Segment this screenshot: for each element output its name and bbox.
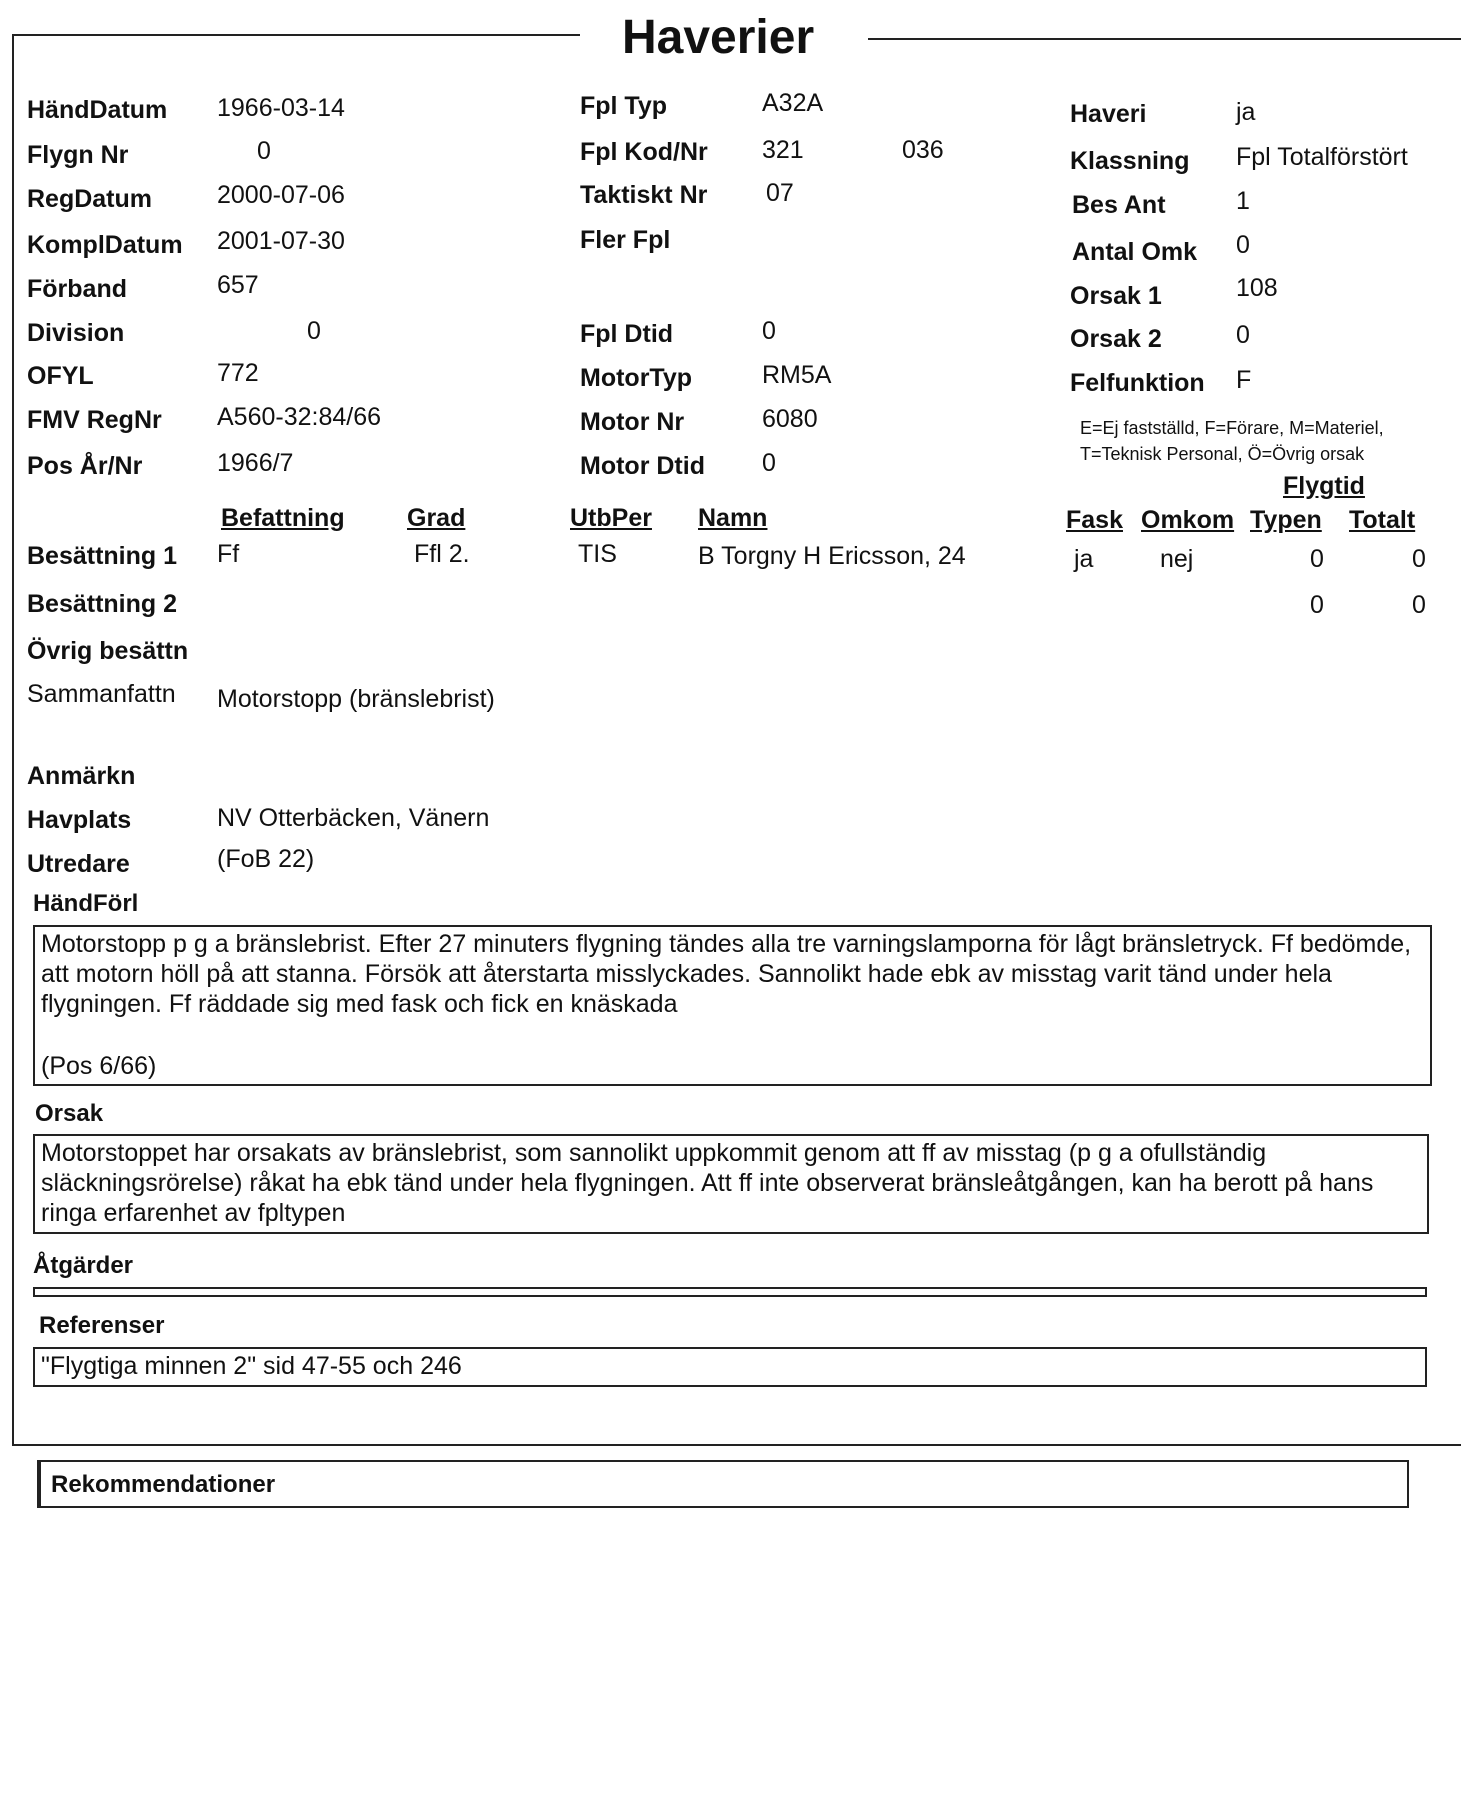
field-value-fpl-dtid: 0 — [762, 317, 776, 345]
orsak-box — [33, 1134, 1429, 1234]
field-label-ofyl: OFYL — [27, 362, 94, 390]
field-value-fpl-kod: 321 — [762, 136, 804, 164]
field-label-klassning: Klassning — [1070, 147, 1190, 175]
field-value-orsak-1: 108 — [1236, 274, 1278, 302]
header-omkom: Omkom — [1141, 506, 1235, 534]
crew-totalt-1: 0 — [1412, 545, 1426, 573]
field-label-felfunktion: Felfunktion — [1070, 369, 1205, 397]
field-value-motor-dtid: 0 — [762, 449, 776, 477]
field-label-flygn-nr: Flygn Nr — [27, 141, 129, 169]
field-value-antal-omk: 0 — [1236, 231, 1250, 259]
handforl-label: HändFörl — [33, 890, 139, 917]
field-label-fmv-regnr: FMV RegNr — [27, 406, 162, 434]
field-label-fler-fpl: Fler Fpl — [580, 226, 671, 254]
field-label-pos-ar-nr: Pos År/Nr — [27, 452, 143, 480]
handforl-pos: (Pos 6/66) — [41, 1052, 157, 1080]
field-label-haveri: Haveri — [1070, 100, 1147, 128]
field-label-fpl-kod-nr: Fpl Kod/Nr — [580, 138, 708, 166]
field-value-motor-nr: 6080 — [762, 405, 818, 433]
field-label-forband: Förband — [27, 275, 127, 303]
field-value-taktiskt-nr: 07 — [766, 179, 794, 207]
field-value-fmv-regnr: A560-32:84/66 — [217, 403, 382, 431]
field-label-antal-omk: Antal Omk — [1072, 238, 1198, 266]
header-flygtid: Flygtid — [1283, 472, 1365, 500]
field-label-motortyp: MotorTyp — [580, 364, 693, 392]
handforl-box — [33, 925, 1432, 1086]
crew-omkom-1: nej — [1160, 545, 1194, 573]
field-label-orsak-2: Orsak 2 — [1070, 325, 1162, 353]
crew-typen-1: 0 — [1310, 545, 1324, 573]
field-value-flygn-nr: 0 — [257, 137, 271, 165]
field-label-division: Division — [27, 319, 125, 347]
crew-befattning-1: Ff — [217, 540, 240, 568]
rekommendationer-box — [37, 1460, 1409, 1508]
felfunktion-legend-line-2: T=Teknisk Personal, Ö=Övrig orsak — [1080, 444, 1365, 464]
crew-utbper-1: TIS — [578, 540, 617, 568]
havplats-label: Havplats — [27, 806, 132, 834]
field-value-haveri: ja — [1236, 98, 1256, 126]
field-value-felfunktion: F — [1236, 366, 1252, 394]
sammanfattn-label: Sammanfattn — [27, 680, 176, 708]
crew-typen-2: 0 — [1310, 591, 1324, 619]
field-value-orsak-2: 0 — [1236, 321, 1250, 349]
frame-bottom — [12, 1444, 1461, 1446]
referenser-label: Referenser — [39, 1312, 165, 1339]
field-label-taktiskt-nr: Taktiskt Nr — [580, 181, 708, 209]
atgarder-box — [33, 1287, 1427, 1297]
ovrig-besattn-label: Övrig besättn — [27, 637, 189, 665]
field-value-regdatum: 2000-07-06 — [217, 181, 345, 209]
header-utbper: UtbPer — [570, 504, 652, 532]
orsak-label: Orsak — [35, 1100, 104, 1127]
field-value-fpl-nr: 036 — [902, 136, 944, 164]
crew-grad-1: Ffl 2. — [414, 540, 470, 568]
crew-label-2: Besättning 2 — [27, 590, 178, 618]
field-label-motor-nr: Motor Nr — [580, 408, 685, 436]
anmarkn-label: Anmärkn — [27, 762, 136, 790]
field-value-bes-ant: 1 — [1236, 187, 1250, 215]
header-grad: Grad — [407, 504, 466, 532]
crew-namn-1: B Torgny H Ericsson, 24 — [698, 542, 966, 570]
field-value-pos-ar-nr: 1966/7 — [217, 449, 294, 477]
header-totalt: Totalt — [1349, 506, 1416, 534]
referenser-box — [33, 1347, 1427, 1387]
crew-fask-1: ja — [1074, 545, 1094, 573]
field-label-orsak-1: Orsak 1 — [1070, 282, 1162, 310]
handforl-text: Motorstopp p g a bränslebrist. Efter 27 minuters flygning tändes alla tre varningslamporna för lågt bränsletryck. Ff bedömde, att motorn höll på att stanna. Försök att återstarta misslyckades. Sannolikt hade ebk av misstag varit tänd under hela flygningen. Ff räddade sig med fask och fick en knäskada — [41, 930, 1412, 1018]
header-befattning: Befattning — [221, 504, 345, 532]
field-value-fpl-typ: A32A — [762, 89, 824, 117]
atgarder-label: Åtgärder — [33, 1252, 134, 1279]
field-label-handdatum: HändDatum — [27, 96, 168, 124]
atgarder-text — [35, 1289, 1425, 1293]
field-label-regdatum: RegDatum — [27, 185, 153, 213]
field-label-kompldatum: KomplDatum — [27, 231, 183, 259]
field-label-fpl-dtid: Fpl Dtid — [580, 320, 674, 348]
frame-top-left — [12, 34, 580, 36]
field-label-bes-ant: Bes Ant — [1072, 191, 1166, 219]
field-value-motortyp: RM5A — [762, 361, 832, 389]
utredare-label: Utredare — [27, 850, 130, 878]
frame-left — [12, 34, 14, 1446]
page-title: Haverier — [622, 11, 815, 64]
rekommendationer-label: Rekommendationer — [51, 1471, 276, 1498]
header-fask: Fask — [1066, 506, 1123, 534]
field-label-motor-dtid: Motor Dtid — [580, 452, 705, 480]
utredare-value: (FoB 22) — [217, 845, 315, 873]
field-label-fpl-typ: Fpl Typ — [580, 92, 668, 120]
crew-label-1: Besättning 1 — [27, 542, 178, 570]
field-value-forband: 657 — [217, 271, 259, 299]
felfunktion-legend-line-1: E=Ej fastställd, F=Förare, M=Materiel, — [1080, 418, 1384, 438]
header-typen: Typen — [1250, 506, 1322, 534]
field-value-klassning: Fpl Totalförstört — [1236, 143, 1408, 171]
crew-totalt-2: 0 — [1412, 591, 1426, 619]
havplats-value: NV Otterbäcken, Vänern — [217, 804, 490, 832]
field-value-division: 0 — [307, 317, 321, 345]
field-value-ofyl: 772 — [217, 359, 259, 387]
sammanfattn-value: Motorstopp (bränslebrist) — [217, 685, 495, 713]
orsak-text: Motorstoppet har orsakats av bränslebrist, som sannolikt uppkommit genom att ff av misstag (p g a ofullständig släckningsrörelse) råkat ha ebk tänd under hela flygningen. Att ff inte observerat bränsleåtgången, kan ha berott på hans ringa erfarenhet av fpltypen — [41, 1139, 1374, 1227]
field-value-handdatum: 1966-03-14 — [217, 94, 345, 122]
frame-top-right — [868, 38, 1461, 40]
referenser-text: "Flygtiga minnen 2" sid 47-55 och 246 — [41, 1352, 462, 1380]
field-value-kompldatum: 2001-07-30 — [217, 227, 345, 255]
header-namn: Namn — [698, 504, 768, 532]
